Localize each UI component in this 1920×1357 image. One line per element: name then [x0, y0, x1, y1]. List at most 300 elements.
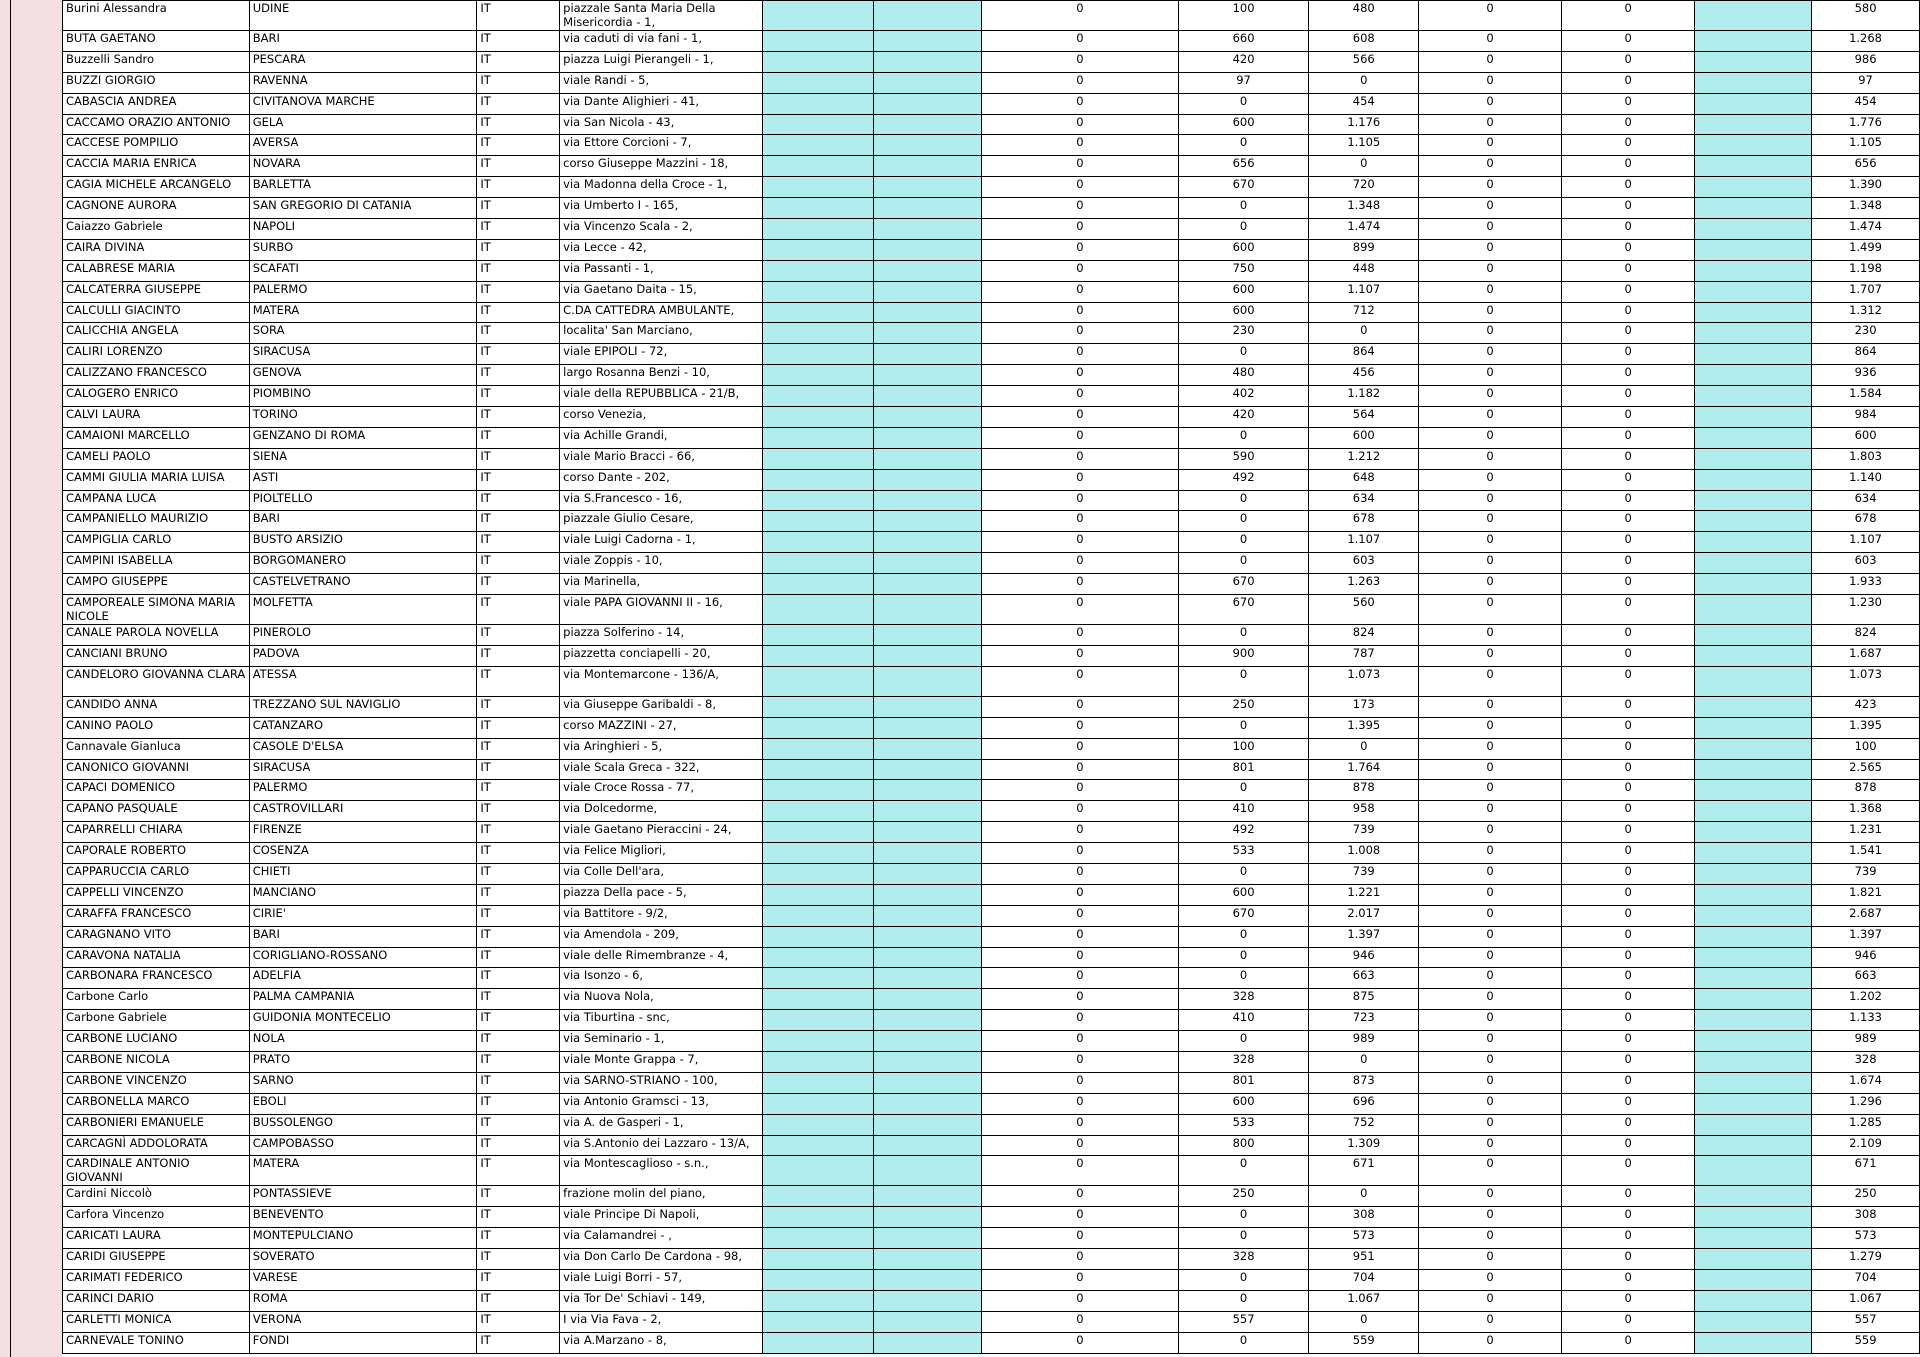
value-cell: 0: [1178, 553, 1309, 574]
table-row: [63, 72, 1920, 93]
blank-cell: [873, 490, 982, 511]
value-cell: 0: [1561, 717, 1695, 738]
country-cell: IT: [477, 448, 560, 469]
value-cell: 0: [1178, 947, 1309, 968]
blank-cell: [873, 1, 982, 31]
value-cell: 0: [982, 645, 1178, 666]
value-cell: 564: [1309, 407, 1419, 428]
value-cell: 2.017: [1309, 905, 1419, 926]
value-cell: 328: [1178, 1249, 1309, 1270]
name-cell: CARBONE LUCIANO: [63, 1031, 250, 1052]
value-cell: 1.107: [1309, 281, 1419, 302]
table-row: [63, 1332, 1920, 1353]
country-cell: IT: [477, 625, 560, 646]
value-cell: 230: [1178, 323, 1309, 344]
blank-cell: [762, 1051, 873, 1072]
value-cell: 600: [1178, 1093, 1309, 1114]
value-cell: 0: [1419, 219, 1562, 240]
address-cell: via caduti di via fani - 1,: [560, 31, 763, 52]
city-cell: PALERMO: [249, 281, 477, 302]
table-row: [63, 595, 1920, 625]
total-cell: 1.268: [1812, 31, 1920, 52]
value-cell: 0: [1419, 1072, 1562, 1093]
left-margin-rule: [10, 0, 11, 1357]
name-cell: Caiazzo Gabriele: [63, 219, 250, 240]
country-cell: IT: [477, 1093, 560, 1114]
address-cell: viale Principe Di Napoli,: [560, 1207, 763, 1228]
value-cell: 0: [982, 219, 1178, 240]
value-cell: 671: [1309, 1156, 1419, 1186]
table-row: [63, 198, 1920, 219]
blank-cell: [762, 905, 873, 926]
name-cell: Carfora Vincenzo: [63, 1207, 250, 1228]
value-cell: 328: [1178, 1051, 1309, 1072]
value-cell: 0: [1561, 177, 1695, 198]
blank-cell: [873, 135, 982, 156]
blank-cell: [1695, 989, 1812, 1010]
country-cell: IT: [477, 905, 560, 926]
value-cell: 0: [1178, 135, 1309, 156]
city-cell: NOVARA: [249, 156, 477, 177]
table-row: [63, 344, 1920, 365]
table-row: [63, 386, 1920, 407]
total-cell: 864: [1812, 344, 1920, 365]
value-cell: 0: [1561, 1249, 1695, 1270]
blank-cell: [873, 717, 982, 738]
value-cell: 0: [982, 448, 1178, 469]
blank-cell: [1695, 1228, 1812, 1249]
address-cell: piazzetta conciapelli - 20,: [560, 645, 763, 666]
name-cell: Carbone Carlo: [63, 989, 250, 1010]
table-row: [63, 926, 1920, 947]
value-cell: 1.212: [1309, 448, 1419, 469]
total-cell: 1.397: [1812, 926, 1920, 947]
blank-cell: [762, 1290, 873, 1311]
address-cell: viale della REPUBBLICA - 21/B,: [560, 386, 763, 407]
value-cell: 560: [1309, 595, 1419, 625]
address-cell: via Umberto I - 165,: [560, 198, 763, 219]
blank-cell: [1695, 1311, 1812, 1332]
value-cell: 0: [1419, 1051, 1562, 1072]
address-cell: viale Monte Grappa - 7,: [560, 1051, 763, 1072]
value-cell: 0: [1561, 1072, 1695, 1093]
value-cell: 1.073: [1309, 666, 1419, 696]
total-cell: 1.821: [1812, 884, 1920, 905]
address-cell: via Montescaglioso - s.n.,: [560, 1156, 763, 1186]
country-cell: IT: [477, 1311, 560, 1332]
total-cell: 250: [1812, 1186, 1920, 1207]
blank-cell: [762, 177, 873, 198]
blank-cell: [762, 968, 873, 989]
address-cell: via Gaetano Daita - 15,: [560, 281, 763, 302]
blank-cell: [873, 1269, 982, 1290]
name-cell: CARAVONA NATALIA: [63, 947, 250, 968]
value-cell: 0: [1178, 511, 1309, 532]
blank-cell: [1695, 759, 1812, 780]
name-cell: CAMPANIELLO MAURIZIO: [63, 511, 250, 532]
value-cell: 0: [982, 822, 1178, 843]
city-cell: MONTEPULCIANO: [249, 1228, 477, 1249]
blank-cell: [873, 625, 982, 646]
total-cell: 454: [1812, 93, 1920, 114]
value-cell: 0: [1419, 553, 1562, 574]
blank-cell: [873, 31, 982, 52]
value-cell: 100: [1178, 738, 1309, 759]
value-cell: 864: [1309, 344, 1419, 365]
value-cell: 750: [1178, 260, 1309, 281]
blank-cell: [873, 323, 982, 344]
blank-cell: [762, 93, 873, 114]
city-cell: BUSTO ARSIZIO: [249, 532, 477, 553]
blank-cell: [873, 114, 982, 135]
city-cell: EBOLI: [249, 1093, 477, 1114]
address-cell: via Tiburtina - snc,: [560, 1010, 763, 1031]
value-cell: 0: [1561, 1269, 1695, 1290]
value-cell: 559: [1309, 1332, 1419, 1353]
value-cell: 0: [1561, 93, 1695, 114]
blank-cell: [762, 1072, 873, 1093]
address-cell: piazza Solferino - 14,: [560, 625, 763, 646]
blank-cell: [873, 843, 982, 864]
blank-cell: [1695, 260, 1812, 281]
country-cell: IT: [477, 344, 560, 365]
value-cell: 410: [1178, 801, 1309, 822]
value-cell: 603: [1309, 553, 1419, 574]
blank-cell: [873, 260, 982, 281]
city-cell: CIRIE': [249, 905, 477, 926]
value-cell: 0: [1419, 1, 1562, 31]
total-cell: 1.140: [1812, 469, 1920, 490]
blank-cell: [873, 884, 982, 905]
total-cell: 1.707: [1812, 281, 1920, 302]
country-cell: IT: [477, 93, 560, 114]
blank-cell: [873, 989, 982, 1010]
value-cell: 0: [1561, 1135, 1695, 1156]
city-cell: NOLA: [249, 1031, 477, 1052]
blank-cell: [1695, 822, 1812, 843]
blank-cell: [873, 696, 982, 717]
value-cell: 0: [1561, 822, 1695, 843]
city-cell: AVERSA: [249, 135, 477, 156]
value-cell: 0: [982, 302, 1178, 323]
country-cell: IT: [477, 717, 560, 738]
blank-cell: [873, 968, 982, 989]
table-row: [63, 553, 1920, 574]
blank-cell: [873, 1072, 982, 1093]
address-cell: viale EPIPOLI - 72,: [560, 344, 763, 365]
value-cell: 0: [1309, 738, 1419, 759]
value-cell: 0: [1419, 1186, 1562, 1207]
value-cell: 0: [1178, 1269, 1309, 1290]
blank-cell: [762, 884, 873, 905]
value-cell: 670: [1178, 574, 1309, 595]
value-cell: 0: [1419, 645, 1562, 666]
total-cell: 559: [1812, 1332, 1920, 1353]
address-cell: via Giuseppe Garibaldi - 8,: [560, 696, 763, 717]
value-cell: 0: [1309, 156, 1419, 177]
address-cell: piazza Della pace - 5,: [560, 884, 763, 905]
blank-cell: [1695, 553, 1812, 574]
table-row: [63, 989, 1920, 1010]
value-cell: 0: [1419, 780, 1562, 801]
value-cell: 739: [1309, 863, 1419, 884]
blank-cell: [1695, 365, 1812, 386]
name-cell: CAPORALE ROBERTO: [63, 843, 250, 864]
value-cell: 0: [982, 1156, 1178, 1186]
country-cell: IT: [477, 156, 560, 177]
blank-cell: [762, 407, 873, 428]
country-cell: IT: [477, 219, 560, 240]
name-cell: BUTA GAETANO: [63, 31, 250, 52]
blank-cell: [1695, 666, 1812, 696]
city-cell: BARI: [249, 511, 477, 532]
value-cell: 0: [1419, 1290, 1562, 1311]
city-cell: MOLFETTA: [249, 595, 477, 625]
city-cell: ATESSA: [249, 666, 477, 696]
value-cell: 0: [1178, 1031, 1309, 1052]
address-cell: corso Venezia,: [560, 407, 763, 428]
total-cell: 603: [1812, 553, 1920, 574]
address-cell: piazzale Giulio Cesare,: [560, 511, 763, 532]
blank-cell: [762, 625, 873, 646]
table-row: [63, 511, 1920, 532]
table-row: [63, 365, 1920, 386]
total-cell: 2.687: [1812, 905, 1920, 926]
country-cell: IT: [477, 863, 560, 884]
table-row: [63, 407, 1920, 428]
name-cell: CALCATERRA GIUSEPPE: [63, 281, 250, 302]
city-cell: PADOVA: [249, 645, 477, 666]
value-cell: 0: [1561, 407, 1695, 428]
name-cell: CALIRI LORENZO: [63, 344, 250, 365]
name-cell: CARBONIERI EMANUELE: [63, 1114, 250, 1135]
value-cell: 0: [1561, 156, 1695, 177]
value-cell: 402: [1178, 386, 1309, 407]
value-cell: 0: [1561, 884, 1695, 905]
value-cell: 946: [1309, 947, 1419, 968]
table-row: [63, 905, 1920, 926]
total-cell: 739: [1812, 863, 1920, 884]
address-cell: via A. de Gasperi - 1,: [560, 1114, 763, 1135]
blank-cell: [873, 1228, 982, 1249]
table-row: [63, 968, 1920, 989]
blank-cell: [1695, 72, 1812, 93]
value-cell: 0: [1561, 114, 1695, 135]
blank-cell: [762, 822, 873, 843]
total-cell: 1.474: [1812, 219, 1920, 240]
value-cell: 0: [1561, 989, 1695, 1010]
name-cell: CALICCHIA ANGELA: [63, 323, 250, 344]
value-cell: 0: [1178, 625, 1309, 646]
blank-cell: [762, 574, 873, 595]
value-cell: 0: [1561, 1010, 1695, 1031]
country-cell: IT: [477, 198, 560, 219]
city-cell: UDINE: [249, 1, 477, 31]
blank-cell: [1695, 532, 1812, 553]
value-cell: 670: [1178, 905, 1309, 926]
total-cell: 230: [1812, 323, 1920, 344]
country-cell: IT: [477, 31, 560, 52]
value-cell: 899: [1309, 239, 1419, 260]
blank-cell: [762, 1186, 873, 1207]
blank-cell: [1695, 323, 1812, 344]
value-cell: 0: [1419, 72, 1562, 93]
value-cell: 0: [1561, 1332, 1695, 1353]
value-cell: 250: [1178, 1186, 1309, 1207]
blank-cell: [873, 1156, 982, 1186]
blank-cell: [1695, 407, 1812, 428]
value-cell: 0: [1561, 72, 1695, 93]
value-cell: 454: [1309, 93, 1419, 114]
city-cell: MATERA: [249, 302, 477, 323]
name-cell: CAIRA DIVINA: [63, 239, 250, 260]
value-cell: 0: [1419, 93, 1562, 114]
value-cell: 0: [982, 156, 1178, 177]
address-cell: via Battitore - 9/2,: [560, 905, 763, 926]
blank-cell: [762, 1332, 873, 1353]
blank-cell: [873, 93, 982, 114]
value-cell: 0: [982, 759, 1178, 780]
value-cell: 0: [1309, 1186, 1419, 1207]
value-cell: 0: [1419, 884, 1562, 905]
total-cell: 97: [1812, 72, 1920, 93]
blank-cell: [1695, 1135, 1812, 1156]
total-cell: 1.285: [1812, 1114, 1920, 1135]
value-cell: 0: [982, 1010, 1178, 1031]
value-cell: 0: [982, 717, 1178, 738]
address-cell: via A.Marzano - 8,: [560, 1332, 763, 1353]
value-cell: 0: [982, 1249, 1178, 1270]
city-cell: BARI: [249, 31, 477, 52]
value-cell: 0: [982, 1228, 1178, 1249]
value-cell: 0: [982, 365, 1178, 386]
value-cell: 0: [1419, 135, 1562, 156]
city-cell: GUIDONIA MONTECELIO: [249, 1010, 477, 1031]
value-cell: 0: [1419, 198, 1562, 219]
address-cell: via Isonzo - 6,: [560, 968, 763, 989]
total-cell: 1.368: [1812, 801, 1920, 822]
blank-cell: [873, 51, 982, 72]
value-cell: 0: [1419, 717, 1562, 738]
value-cell: 0: [1309, 72, 1419, 93]
blank-cell: [1695, 863, 1812, 884]
value-cell: 410: [1178, 1010, 1309, 1031]
address-cell: frazione molin del piano,: [560, 1186, 763, 1207]
table-row: [63, 448, 1920, 469]
value-cell: 0: [1419, 1249, 1562, 1270]
total-cell: 600: [1812, 427, 1920, 448]
name-cell: CAMPINI ISABELLA: [63, 553, 250, 574]
blank-cell: [1695, 645, 1812, 666]
value-cell: 308: [1309, 1207, 1419, 1228]
value-cell: 0: [982, 696, 1178, 717]
country-cell: IT: [477, 72, 560, 93]
blank-cell: [873, 1135, 982, 1156]
blank-cell: [1695, 114, 1812, 135]
country-cell: IT: [477, 407, 560, 428]
total-cell: 328: [1812, 1051, 1920, 1072]
value-cell: 0: [982, 72, 1178, 93]
city-cell: PIOLTELLO: [249, 490, 477, 511]
address-cell: via Montemarcone - 136/A,: [560, 666, 763, 696]
value-cell: 0: [982, 323, 1178, 344]
value-cell: 0: [1178, 93, 1309, 114]
total-cell: 1.541: [1812, 843, 1920, 864]
address-cell: via Amendola - 209,: [560, 926, 763, 947]
value-cell: 0: [1419, 989, 1562, 1010]
table-row: [63, 219, 1920, 240]
total-cell: 1.107: [1812, 532, 1920, 553]
blank-cell: [762, 801, 873, 822]
value-cell: 0: [1419, 759, 1562, 780]
table-row: [63, 260, 1920, 281]
value-cell: 0: [1561, 239, 1695, 260]
value-cell: 787: [1309, 645, 1419, 666]
value-cell: 0: [1178, 532, 1309, 553]
address-cell: via Don Carlo De Cardona - 98,: [560, 1249, 763, 1270]
value-cell: 0: [1561, 1031, 1695, 1052]
value-cell: 0: [982, 738, 1178, 759]
name-cell: CALIZZANO FRANCESCO: [63, 365, 250, 386]
value-cell: 0: [1561, 595, 1695, 625]
value-cell: 0: [1419, 1207, 1562, 1228]
value-cell: 0: [1561, 1207, 1695, 1228]
table-row: [63, 780, 1920, 801]
blank-cell: [762, 323, 873, 344]
value-cell: 0: [1419, 595, 1562, 625]
blank-cell: [1695, 1031, 1812, 1052]
value-cell: 0: [1561, 666, 1695, 696]
total-cell: 1.395: [1812, 717, 1920, 738]
value-cell: 600: [1178, 114, 1309, 135]
city-cell: CASTROVILLARI: [249, 801, 477, 822]
value-cell: 0: [1561, 759, 1695, 780]
country-cell: IT: [477, 177, 560, 198]
value-cell: 0: [1419, 114, 1562, 135]
name-cell: CANDIDO ANNA: [63, 696, 250, 717]
blank-cell: [1695, 448, 1812, 469]
name-cell: Cardini Niccolò: [63, 1186, 250, 1207]
blank-cell: [1695, 156, 1812, 177]
value-cell: 0: [1178, 1228, 1309, 1249]
blank-cell: [1695, 427, 1812, 448]
value-cell: 0: [1178, 926, 1309, 947]
blank-cell: [762, 553, 873, 574]
value-cell: 600: [1178, 281, 1309, 302]
name-cell: CAMPOREALE SIMONA MARIA NICOLE: [63, 595, 250, 625]
blank-cell: [1695, 595, 1812, 625]
value-cell: 0: [1561, 1311, 1695, 1332]
address-cell: via San Nicola - 43,: [560, 114, 763, 135]
blank-cell: [762, 31, 873, 52]
total-cell: 1.674: [1812, 1072, 1920, 1093]
blank-cell: [1695, 574, 1812, 595]
value-cell: 0: [1561, 574, 1695, 595]
country-cell: IT: [477, 239, 560, 260]
blank-cell: [762, 1093, 873, 1114]
value-cell: 0: [1561, 386, 1695, 407]
value-cell: 328: [1178, 989, 1309, 1010]
blank-cell: [873, 219, 982, 240]
blank-cell: [873, 1290, 982, 1311]
blank-cell: [1695, 1249, 1812, 1270]
country-cell: IT: [477, 666, 560, 696]
name-cell: CAGIA MICHELE ARCANGELO: [63, 177, 250, 198]
value-cell: 0: [982, 1269, 1178, 1290]
value-cell: 0: [1561, 365, 1695, 386]
name-cell: CAMPANA LUCA: [63, 490, 250, 511]
country-cell: IT: [477, 281, 560, 302]
